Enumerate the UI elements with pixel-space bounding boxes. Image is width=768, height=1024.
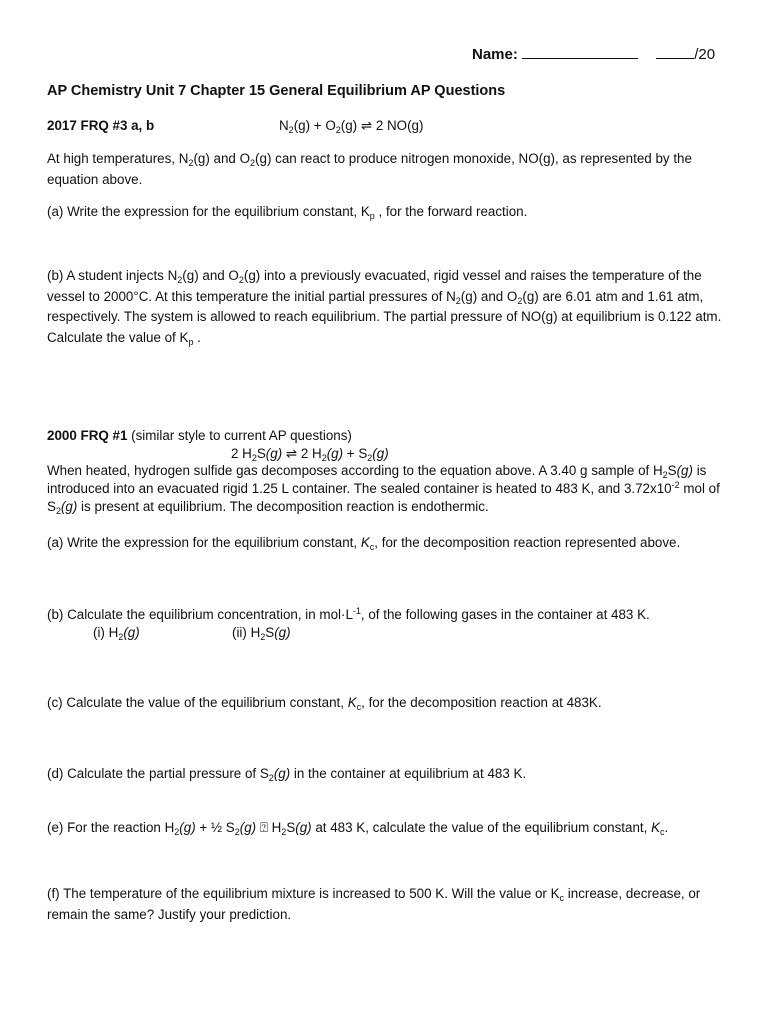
q2000-note: (similar style to current AP questions) <box>127 428 352 443</box>
q2017-part-a: (a) Write the expression for the equilibrium constant, $K_p$ , for the forward reaction. <box>47 204 528 221</box>
q2000-part-b-ii: (ii) $H_2S(g)$ <box>232 625 291 642</box>
q2000-part-a: (a) Write the expression for the equilibrium constant, $K_c$, for the decomposition reaction represented above. <box>47 535 681 552</box>
score-total: /20 <box>694 46 716 63</box>
q2000-part-f: (f) The temperature of the equilibrium mixture is increased to 500 K. Will the value or $K_c$ increase, decrease, or remain the same? Justify your prediction. <box>47 886 701 922</box>
q2000-label: 2000 FRQ #1 <box>47 428 128 443</box>
score-blank <box>656 58 694 59</box>
q2000-intro: When heated, hydrogen sulfide gas decomposes according to the equation above. A 3.40 g sample of $H_2S(g)$ is introduced into an evacuated rigid 1.25 L container. The sealed container is heated to 483 K, and $3.72x10^{-2}$ mol of $S_2(g)$ is present at equilibrium. The decomposition reaction is endothermic. <box>47 463 720 516</box>
q2000-part-b-i: (i) $H_2(g)$ <box>93 625 140 642</box>
q2017-label: 2017 FRQ #3 a, b <box>47 118 155 133</box>
q2017-intro: At high temperatures, $N_2(g)$ and $O_2(g)$ can react to produce nitrogen monoxide, NO(g), as represented by the equation above. <box>47 151 692 187</box>
q2000-part-d: (d) Calculate the partial pressure of $S_2(g)$ in the container at equilibrium at 483 K. <box>47 766 527 783</box>
q2000-part-e: (e) For the reaction $H_2(g)$ + ½ $S_2(g)$ ⍰ $H_2S(g)$ at 483 K, calculate the value of the equilibrium constant, $K_c$. <box>47 820 669 837</box>
q2000-equation: 2 $H_2S(g)$ ⇌ 2 $H_2(g) + S_2(g)$ <box>231 446 389 463</box>
q2017-part-b: (b) A student injects $N_2(g)$ and $O_2(g)$ into a previously evacuated, rigid vessel and raises the temperature of the vessel to 2000°C. At this temperature the initial partial pressures of $N_2(g)$ and $O_2(g)$ are 6.01 atm and 1.61 atm, respectively. The system is allowed to reach equilibrium. The partial pressure of NO(g) at equilibrium is 0.122 atm. Calculate the value of $K_p$ . <box>47 268 722 347</box>
missing-glyph-icon: ⍰ <box>256 820 272 835</box>
name-blank <box>522 58 638 59</box>
q2000-part-c: (c) Calculate the value of the equilibrium constant, $K_c$, for the decomposition reaction at 483K. <box>47 695 602 712</box>
name-label: Name: <box>472 46 518 63</box>
q2017-header <box>47 116 727 136</box>
name-header <box>472 44 732 67</box>
q2000-part-b: (b) Calculate the equilibrium concentration, in $mol\cdot L^{-1}$, of the following gases in the container at 483 K. <box>47 606 650 622</box>
q2017-equation: $N_2(g) + O_2(g)$ ⇌ 2 NO(g) <box>279 118 424 135</box>
page-title: AP Chemistry Unit 7 Chapter 15 General Equilibrium AP Questions <box>47 83 506 99</box>
